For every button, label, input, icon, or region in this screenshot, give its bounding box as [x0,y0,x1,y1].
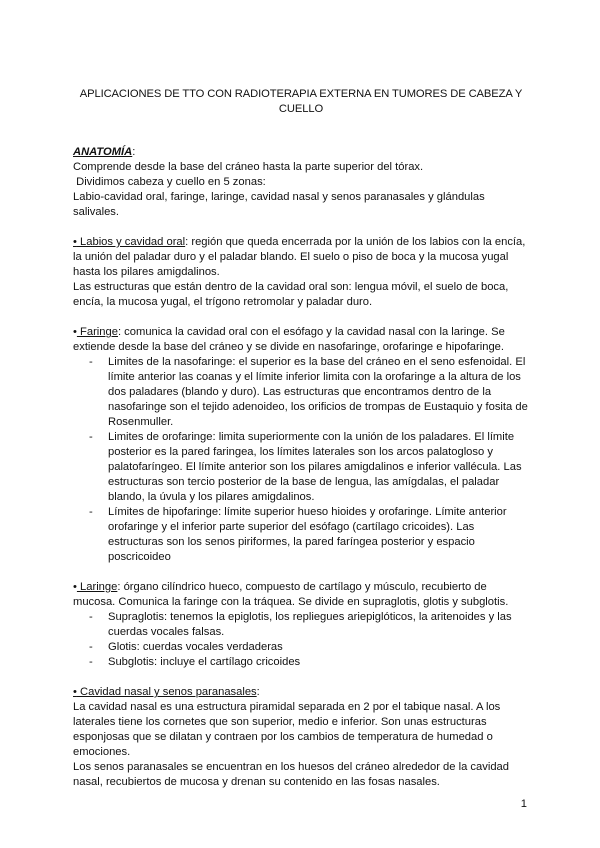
anatomia-line-3: Labio-cavidad oral, faringe, laringe, cavidad nasal y senos paranasales y glándulas salivales. [73,191,485,218]
cavidad-paragraph-1: La cavidad nasal es una estructura piramidal separada en 2 por el tabique nasal. A los laterales tiene los cornetes que son superior, medio e inferior. Son unas estructuras esponjosas que se dilatan y contraen por los cambios de temperatura de humedad o emociones. [73,701,501,758]
labios-paragraph [73,235,531,280]
list-item [73,610,531,640]
laringe-paragraph [73,580,531,610]
document-body [73,145,531,790]
anatomia-heading-colon: : [132,146,136,158]
list-item-text: Limites de orofaringe: limita superiormente con la unión de los paladares. El límite posterior es la pared faringea, los límites laterales son los arcos palatogloso y palatofaríngeo. El límite anterior son los pilares amigdalinos e inferior vallécula. Las estructuras son tercio posterior de la base de lengua, las amígdalas, el paladar blando, la úvula y los pilares amigdalinos. [108,431,522,503]
page-number: 1 [520,798,527,810]
list-item-text: Límites de hipofaringe: límite superior hueso hioides y orofaringe. Límite anterior orofaringe y el inferior parte superior del esófago (cartílago cricoides). Las estructuras son los senos piriformes, la pared faríngea posterior y espacio poscricoideo [108,506,507,563]
dash-icon: - [89,431,93,443]
list-item-text: Supraglotis: tenemos la epiglotis, los repliegues ariepiglóticos, la aritenoides y las cuerdas vocales falsas. [108,611,512,638]
laringe-list [73,610,531,670]
list-item-text: Subglotis: incluye el cartílago cricoides [108,656,301,668]
faringe-text: : comunica la cavidad oral con el esófago y la cavidad nasal con la laringe. Se extiende desde la base del cráneo y se divide en nasofaringe, orofaringe e hipofaringe. [73,326,505,353]
faringe-list [73,355,531,565]
list-item [73,505,531,565]
bullet-icon: • [73,326,77,338]
list-item [73,430,531,505]
cavidad-heading-colon: : [256,686,260,698]
dash-icon: - [89,656,93,668]
bullet-icon: • [73,581,77,593]
list-item-text: Limites de la nasofaringe: el superior es la base del cráneo en el seno esfenoidal. El límite anterior las coanas y el límite inferior limita con la orofaringe a la altura de los dos paladares (blando y duro). Las estructuras que encontramos dentro de la nasofaringe son el tejido adenoideo, los orificios de trompas de Eustaquio y fosita de Rosenmuller. [108,356,528,428]
laringe-heading: Laringe [76,581,118,593]
anatomia-line-2: Dividimos cabeza y cuello en 5 zonas: [73,176,266,188]
anatomia-heading-line [73,145,531,160]
list-item [73,640,531,655]
dash-icon: - [89,641,93,653]
list-item [73,355,531,430]
cavidad-heading-text: Cavidad nasal y senos paranasales [76,686,257,698]
document-title: APLICACIONES DE TTO CON RADIOTERAPIA EXTERNA EN TUMORES DE CABEZA Y CUELLO [79,88,523,115]
faringe-heading: Faringe [76,326,118,338]
cavidad-heading [73,686,257,698]
dash-icon: - [89,506,93,518]
laringe-text: : órgano cilíndrico hueco, compuesto de cartílago y músculo, recubierto de mucosa. Comunica la faringe con la tráquea. Se divide en supraglotis, glotis y subglotis. [73,581,509,608]
faringe-paragraph [73,325,531,355]
cavidad-heading-line [73,685,531,700]
labios-paragraph-2: Las estructuras que están dentro de la cavidad oral son: lengua móvil, el suelo de boca, encía, la mucosa yugal, el trígono retromolar y paladar duro. [73,281,509,308]
anatomia-heading: ANATOMÍA [73,146,133,158]
anatomia-line-1: Comprende desde la base del cráneo hasta la parte superior del tórax. [73,161,424,173]
dash-icon: - [89,611,93,623]
cavidad-paragraph-2: Los senos paranasales se encuentran en los huesos del cráneo alrededor de la cavidad nasal, recubiertos de mucosa y drenan su contenido en las fosas nasales. [73,761,509,788]
labios-text: : región que queda encerrada por la unión de los labios con la encía, la unión del paladar duro y el paladar blando. El suelo o piso de boca y la mucosa yugal hasta los pilares amigdalinos. [73,236,526,278]
labios-heading [73,236,185,248]
dash-icon: - [89,356,93,368]
list-item-text: Glotis: cuerdas vocales verdaderas [108,641,283,653]
bullet-icon: • [73,686,77,698]
bullet-icon: • [73,236,77,248]
labios-heading-text: Labios y cavidad oral [76,236,186,248]
list-item [73,655,531,670]
